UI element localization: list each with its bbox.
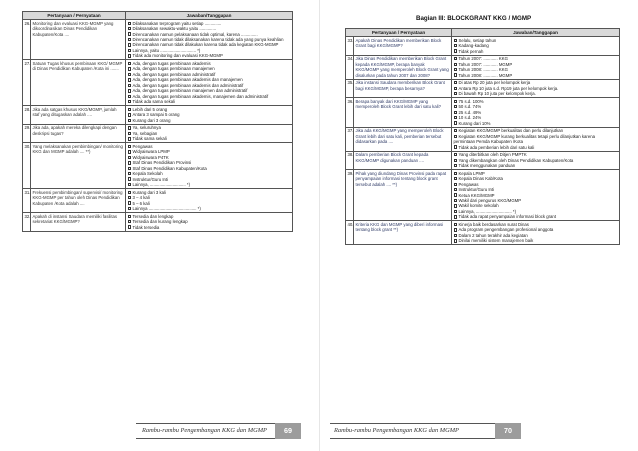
- checkbox[interactable]: [454, 215, 457, 218]
- page-number: 69: [275, 423, 301, 439]
- checkbox[interactable]: [128, 183, 131, 186]
- question-text: Jika ada satgas khusus KKG/MGMP, jumlah staf yang ditugaskan adalah ....: [31, 106, 126, 125]
- question-row-29: [23, 124, 293, 143]
- answer-option[interactable]: [128, 136, 291, 141]
- checkbox[interactable]: [128, 172, 131, 175]
- checkbox[interactable]: [128, 100, 131, 103]
- question-text: Jika ada KKG/MGMP yang memperoleh Block Grant lebih dari satu kali, pemberian tersebut didasarkan pada ....: [354, 127, 452, 151]
- answer-option-label: Kurang dari 3 kali: [132, 189, 166, 195]
- answer-option[interactable]: [128, 182, 291, 187]
- checkbox[interactable]: [128, 89, 131, 92]
- checkbox[interactable]: [454, 39, 457, 42]
- checkbox[interactable]: [128, 73, 131, 76]
- answer-option-label: Di bawah Rp 10 juta per kelompok kerja.: [458, 91, 536, 97]
- answer-option-label: Kepala Sekolah: [132, 171, 163, 177]
- checkbox[interactable]: [454, 111, 457, 114]
- question-row-36: [346, 98, 620, 127]
- question-row-30: [23, 143, 293, 189]
- answer-option[interactable]: [128, 118, 291, 123]
- answer-option-label: Tidak pernah: [458, 48, 484, 54]
- answer-option-label: Tahun 2008: ............ MGMP: [458, 72, 513, 78]
- checkbox[interactable]: [454, 153, 457, 156]
- checkbox[interactable]: [128, 22, 131, 25]
- question-row-39: [346, 170, 620, 221]
- question-number: 30.: [23, 143, 31, 189]
- answer-option-label: Ada program pengembangan profesional anggota: [458, 227, 554, 233]
- header-answer: Jawaban/Tanggapan: [126, 12, 293, 20]
- checkbox[interactable]: [454, 239, 457, 242]
- answer-option-label: Ada, dengan tugas pembinaan akademis dan administratif: [132, 82, 244, 88]
- checkbox[interactable]: [128, 161, 131, 164]
- checkbox[interactable]: [454, 135, 457, 138]
- checkbox[interactable]: [128, 119, 131, 122]
- answer-option-label: Kurang dari 3 orang: [132, 117, 171, 123]
- answer-options: [452, 79, 620, 98]
- question-number: 34.: [346, 55, 354, 79]
- checkbox[interactable]: [128, 78, 131, 81]
- table-header-row: [346, 29, 620, 37]
- checkbox[interactable]: [454, 159, 457, 162]
- checkbox[interactable]: [128, 95, 131, 98]
- checkbox[interactable]: [454, 164, 457, 167]
- checkbox[interactable]: [454, 68, 457, 71]
- checkbox[interactable]: [128, 220, 131, 223]
- question-number: 35.: [346, 79, 354, 98]
- question-text: Pihak yang diundang Dinas Provinsi pada rapat penyampaian informasi tentang block grant tersebut adalah .... **): [354, 170, 452, 221]
- checkbox[interactable]: [454, 177, 457, 180]
- answer-options: [452, 127, 620, 151]
- answer-options: [126, 213, 293, 232]
- answer-option-label: 50 s.d. 74%: [458, 104, 482, 110]
- question-text: Dalam pemberian Block Grant kepada KKG/MGMP digunakan panduan ....: [354, 151, 452, 170]
- answer-option-label: Widyaiswara LPMP: [132, 149, 170, 155]
- question-text: Berapa banyak dari KKG/MGMP yang memperoleh Block Grant lebih dari satu kali?: [354, 98, 452, 127]
- answer-option-label: Lebih dari 5 orang: [132, 106, 168, 112]
- question-row-27: [23, 60, 293, 106]
- question-text: Jika instansi Saudara memberikan Block Grant bagi KKG/MGMP, berapa besarnya?: [354, 79, 452, 98]
- checkbox[interactable]: [454, 63, 457, 66]
- answer-option-label: Kegiatan KKG/MGMP kurang berkualitas tetapi perlu dilanjutkan karena permintaan Pemda Kabupaten /Kota: [453, 133, 596, 145]
- questionnaire-table-right: [345, 28, 620, 245]
- answer-option-label: Tidak ada monitoring dan evaluasi KKG-MGMP: [132, 53, 223, 59]
- question-number: 26.: [23, 20, 31, 60]
- checkbox[interactable]: [454, 73, 457, 76]
- checkbox[interactable]: [128, 225, 131, 228]
- answer-option-label: 75 s.d. 100%: [458, 98, 484, 104]
- answer-option[interactable]: [128, 225, 291, 230]
- checkbox[interactable]: [454, 210, 457, 213]
- answer-option-label: Lainnya, yaitu .............................. *): [132, 47, 201, 53]
- answer-options: [452, 151, 620, 170]
- answer-option-label: Kepala LPMP: [458, 170, 485, 176]
- answer-option-label: Tersedia dan lengkap: [132, 213, 174, 219]
- checkbox[interactable]: [128, 191, 131, 194]
- checkbox[interactable]: [128, 126, 131, 129]
- answer-option-label: Staf Dinas Pendidikan Provinsi: [132, 160, 192, 166]
- answer-option[interactable]: [454, 121, 618, 126]
- answer-option-label: Yang dikembangkan oleh Dinas Pendidikan Kabupaten/Kota: [458, 157, 574, 163]
- answer-option[interactable]: [454, 49, 618, 54]
- answer-option-label: Kurang dari 10%: [458, 120, 491, 126]
- question-row-31: [23, 189, 293, 213]
- answer-option-label: Staf Dinas Pendidikan Kabupaten/Kota: [132, 165, 207, 171]
- questionnaire-table-left: [22, 11, 293, 232]
- checkbox[interactable]: [128, 54, 131, 57]
- answer-option-label: Kadang-kadang: [458, 43, 489, 49]
- checkbox[interactable]: [128, 27, 131, 30]
- question-text: Kriteria KKG dan MGMP yang diberi informasi tentang block grant **): [354, 221, 452, 245]
- table-header-row: [23, 12, 293, 20]
- checkbox[interactable]: [454, 188, 457, 191]
- question-row-34: [346, 55, 620, 79]
- question-row-33: [346, 37, 620, 56]
- page-number: 70: [495, 423, 521, 439]
- checkbox[interactable]: [128, 150, 131, 153]
- answer-option[interactable]: [128, 206, 291, 211]
- answer-options: [452, 37, 620, 56]
- answer-option-label: Tahun 2008: ............ KKG: [458, 67, 508, 73]
- question-number: 38.: [346, 151, 354, 170]
- answer-option[interactable]: [454, 214, 618, 219]
- answer-option-label: Tidak ada rapat penyampaian informasi block grant: [458, 214, 557, 220]
- answer-option[interactable]: [454, 73, 618, 78]
- question-text: Yang melaksanakan pembimbingan/ monitoring KKG dan MGMP adalah .... **): [31, 143, 126, 189]
- answer-option-label: Kegiatan KKG/MGMP berkualitas dan perlu dilanjutkan: [458, 128, 564, 134]
- checkbox[interactable]: [128, 207, 131, 210]
- answer-option-label: Ada, dengan tugas pembinaan akademis: [132, 60, 211, 66]
- answer-option-label: Ketua KKG/MGMP: [458, 192, 495, 198]
- answer-option-label: Kepala Dinas Kab/Kota: [458, 176, 503, 182]
- answer-options: [126, 60, 293, 106]
- checkbox[interactable]: [128, 177, 131, 180]
- answer-option-label: Wakil komite sekolah: [458, 203, 499, 209]
- checkbox[interactable]: [454, 105, 457, 108]
- answer-option-label: Dilaksanakan terprogram yaitu setiap ..............: [132, 20, 222, 26]
- page-70: [319, 0, 638, 451]
- checkbox[interactable]: [454, 87, 457, 90]
- checkbox[interactable]: [454, 172, 457, 175]
- answer-options: [126, 124, 293, 143]
- question-row-28: [23, 106, 293, 125]
- question-number: 28.: [23, 106, 31, 125]
- question-row-38: [346, 151, 620, 170]
- checkbox[interactable]: [128, 84, 131, 87]
- question-number: 40.: [346, 221, 354, 245]
- answer-option-label: Lainnya ........................................ *): [132, 206, 201, 212]
- checkbox[interactable]: [128, 62, 131, 65]
- answer-option-label: Instruktur/Guru Inti: [458, 187, 495, 193]
- header-question: Pertanyaan / Pernyataan: [346, 29, 452, 37]
- checkbox[interactable]: [454, 193, 457, 196]
- question-text: Jika Dinas Pendidikan memberikan Block Grant kepada KKG/MGMP, berapa banyak KKG/MGMP yang memperoleh Block Grant yang disalurkan pada tahun 2007 dan 2008?: [354, 55, 452, 79]
- answer-option-label: Ada, dengan tugas pembinaan administratif: [132, 71, 216, 77]
- answer-option-label: Tidak ada pemberian lebih dari satu kali: [458, 144, 535, 150]
- checkbox[interactable]: [454, 204, 457, 207]
- answer-option[interactable]: [454, 134, 618, 145]
- question-row-40: [346, 221, 620, 245]
- answer-option[interactable]: [454, 145, 618, 150]
- checkbox[interactable]: [454, 129, 457, 132]
- checkbox[interactable]: [128, 43, 131, 46]
- checkbox[interactable]: [128, 167, 131, 170]
- answer-option-label: Tahun 2007: ............ KKG: [458, 56, 508, 62]
- answer-option-label: Ada, dengan tugas pembinaan akademis dan manajemen: [132, 77, 243, 83]
- answer-option-label: Tidak ada sama sekali: [132, 99, 176, 105]
- question-row-32: [23, 213, 293, 232]
- answer-option-label: Kinerja baik berdasarkan surat Dinas: [458, 221, 529, 227]
- answer-option[interactable]: [128, 99, 291, 104]
- answer-option-label: Tidak menggunakan panduan: [458, 163, 516, 169]
- checkbox[interactable]: [128, 145, 131, 148]
- answer-option-label: Antara Rp 10 juta s.d. Rp19 juta per kelompok kerja.: [458, 85, 559, 91]
- footer-title: Rambu-rambu Pengembangan KKG dan MGMP: [334, 427, 459, 434]
- question-text: Frekuensi pembimbingan/ supervisi/ monitoring KKG-MGMP per tahun oleh Dinas Pendidikan Kabupaten /Kota adalah ....: [31, 189, 126, 213]
- answer-option-label: Selalu, setiap tahun: [458, 37, 497, 43]
- answer-option-label: Ada, dengan tugas pembinaan manajemen: [132, 66, 215, 72]
- question-text: Apakah di instansi Saudara memiliki fasilitas sekretariat KKG/MGMP?: [31, 213, 126, 232]
- answer-options: [126, 143, 293, 189]
- answer-option[interactable]: [454, 91, 618, 96]
- answer-option-label: Widyaiswara P4TK: [132, 154, 169, 160]
- answer-option-label: Ada, dengan tugas pembinaan manajemen dan administratif: [132, 88, 248, 94]
- answer-options: [452, 98, 620, 127]
- answer-options: [452, 221, 620, 245]
- question-number: 39.: [346, 170, 354, 221]
- checkbox[interactable]: [454, 234, 457, 237]
- answer-options: [452, 170, 620, 221]
- checkbox[interactable]: [454, 183, 457, 186]
- answer-option-label: Pengawas: [458, 181, 479, 187]
- answer-option-label: Yang diterbitkan oleh Ditjen PMPTK: [458, 152, 527, 158]
- question-text: Apakah Dinas Pendidikan memberikan Block Grant bagi KKG/MGMP?: [354, 37, 452, 56]
- checkbox[interactable]: [128, 215, 131, 218]
- checkbox[interactable]: [454, 223, 457, 226]
- answer-option-label: Di atas Rp 20 juta per kelompok kerja: [458, 80, 531, 86]
- page-footer: [136, 423, 301, 439]
- answer-option-label: Direncanakan namun tidak dilakukan karena tidak ada kegiatan KKG-MGMP: [132, 42, 279, 48]
- question-number: 33.: [346, 37, 354, 56]
- answer-option-label: Wakil dari pengurus KKG/MGMP: [458, 197, 522, 203]
- checkbox[interactable]: [454, 49, 457, 52]
- answer-option-label: Tidak tersedia: [132, 224, 160, 230]
- checkbox[interactable]: [128, 113, 131, 116]
- answer-options: [452, 55, 620, 79]
- checkbox[interactable]: [128, 108, 131, 111]
- checkbox[interactable]: [128, 132, 131, 135]
- checkbox[interactable]: [454, 121, 457, 124]
- header-question: Pertanyaan / Pernyataan: [23, 12, 126, 20]
- question-row-26: [23, 20, 293, 60]
- page-footer: [330, 423, 512, 439]
- answer-options: [126, 20, 293, 60]
- answer-options: [126, 106, 293, 125]
- checkbox[interactable]: [454, 44, 457, 47]
- question-number: 31.: [23, 189, 31, 213]
- question-text: Monitoring dan evaluasi KKG-MGMP yang dikoordinasikan Dinas Pendidikan Kabupaten/Kota ....: [31, 20, 126, 60]
- header-answer: Jawaban/Tanggapan: [452, 29, 620, 37]
- answer-option-label: Tersedia dan kurang lengkap: [132, 219, 188, 225]
- checkbox[interactable]: [454, 199, 457, 202]
- answer-option-label: Dalam 2 tahun terakhir ada kegiatan: [458, 232, 528, 238]
- checkbox[interactable]: [128, 67, 131, 70]
- answer-option-label: 5 – 6 kali: [132, 200, 150, 206]
- checkbox[interactable]: [454, 57, 457, 60]
- question-row-35: [346, 79, 620, 98]
- question-number: 27.: [23, 60, 31, 106]
- checkbox[interactable]: [454, 116, 457, 119]
- checkbox[interactable]: [454, 145, 457, 148]
- answer-option-label: Lainnya, .............................. *): [458, 208, 517, 214]
- answer-option-label: Ada, dengan tugas pembinaan akademis, manajemen dan administratif: [132, 93, 269, 99]
- checkbox[interactable]: [128, 201, 131, 204]
- answer-option-label: Instruktur/Guru Inti: [132, 176, 169, 182]
- checkbox[interactable]: [454, 100, 457, 103]
- answer-option-label: Direncanakan namun pelaksanaan tidak optimal, karena ..............: [132, 31, 258, 37]
- answer-option-label: Pengawas: [132, 143, 153, 149]
- section-title: Bagian III: BLOCKGRANT KKG / MGMP: [416, 15, 532, 22]
- answer-option-label: 10 s.d. 24%: [458, 115, 482, 121]
- question-number: 37.: [346, 127, 354, 151]
- answer-options: [126, 189, 293, 213]
- checkbox[interactable]: [128, 49, 131, 52]
- answer-option-label: Dilaksanakan sewaktu-waktu yaitu ..............: [132, 26, 217, 32]
- footer-title: Rambu-rambu Pengembangan KKG dan MGMP: [142, 427, 267, 434]
- answer-option-label: Lainnya, .............................. *): [132, 182, 191, 188]
- checkbox[interactable]: [128, 196, 131, 199]
- question-row-37: [346, 127, 620, 151]
- question-number: 32.: [23, 213, 31, 232]
- answer-option-label: Tidak sama sekali: [132, 136, 167, 142]
- answer-option-label: Antara 3 sampai 5 orang: [132, 112, 180, 118]
- question-number: 29.: [23, 124, 31, 143]
- answer-option-label: 3 – 4 kali: [132, 195, 150, 201]
- checkbox[interactable]: [454, 92, 457, 95]
- answer-option-label: Dinilai memiliki sistem manajemen baik: [458, 238, 534, 244]
- checkbox[interactable]: [128, 137, 131, 140]
- answer-option[interactable]: [454, 238, 618, 243]
- checkbox[interactable]: [128, 38, 131, 41]
- answer-option-label: Direncanakan namun tidak dilaksanakan karena tidak ada yang punya keahlian: [132, 36, 284, 42]
- answer-option-label: Ya, seluruhnya: [132, 125, 161, 131]
- checkbox[interactable]: [128, 32, 131, 35]
- checkbox[interactable]: [454, 228, 457, 231]
- question-number: 36.: [346, 98, 354, 127]
- answer-option-label: Ya, sebagian: [132, 130, 158, 136]
- question-text: Jika ada, apakah mereka dilengkapi dengan deskripsi tugas?: [31, 124, 126, 143]
- question-text: Satuan Tugas khusus pembinaan KKG/ MGMP di Dinas Pendidikan Kabupaten /Kota ini .......: [31, 60, 126, 106]
- answer-option-label: 25 s.d. 49%: [458, 109, 482, 115]
- checkbox[interactable]: [454, 81, 457, 84]
- answer-option[interactable]: [454, 163, 618, 168]
- checkbox[interactable]: [128, 156, 131, 159]
- answer-option-label: Tahun 2007: ............ MGMP: [458, 61, 513, 67]
- answer-option[interactable]: [128, 53, 291, 58]
